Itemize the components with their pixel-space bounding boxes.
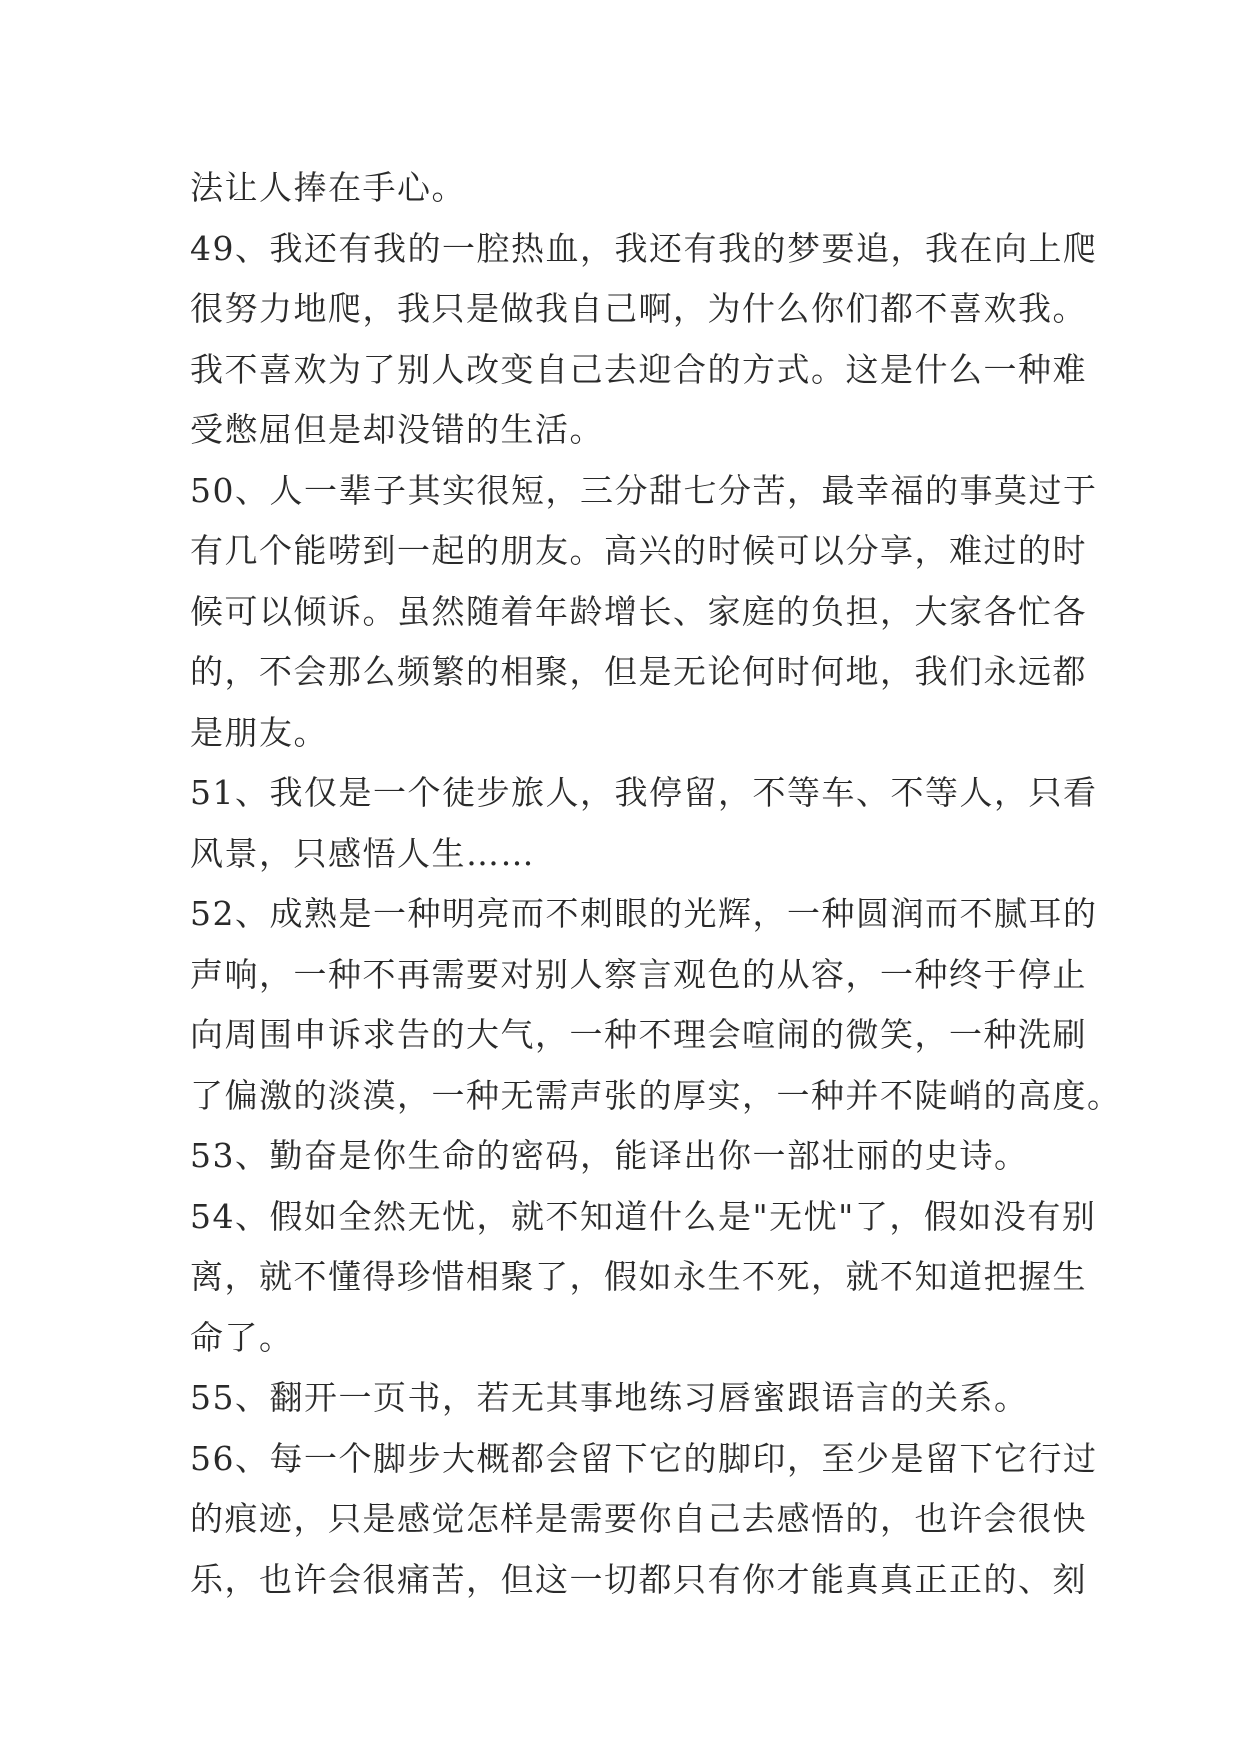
text-line: 向周围申诉求告的大气，一种不理会喧闹的微笑，一种洗刷 xyxy=(190,1015,1087,1054)
text-line: 56、每一个脚步大概都会留下它的脚印，至少是留下它行过 xyxy=(190,1438,1098,1478)
text-line: 52、成熟是一种明亮而不刺眼的光辉，一种圆润而不腻耳的 xyxy=(190,894,1098,933)
text-line: 有几个能唠到一起的朋友。高兴的时候可以分享，难过的时 xyxy=(190,531,1087,570)
text-line: 了偏激的淡漠，一种无需声张的厚实，一种并不陡峭的高度。 xyxy=(190,1075,1122,1115)
text-line: 49、我还有我的一腔热血，我还有我的梦要追，我在向上爬 xyxy=(190,228,1098,268)
text-line: 是朋友。 xyxy=(190,712,328,752)
document-body xyxy=(190,158,1122,1610)
text-line: 50、人一辈子其实很短，三分甜七分苦，最幸福的事莫过于 xyxy=(190,470,1098,510)
text-line: 很努力地爬，我只是做我自己啊，为什么你们都不喜欢我。 xyxy=(190,289,1087,328)
text-line: 离，就不懂得珍惜相聚了，假如永生不死，就不知道把握生 xyxy=(190,1257,1087,1296)
text-line: 53、勤奋是你生命的密码，能译出你一部壮丽的史诗。 xyxy=(190,1136,1029,1175)
text-line: 候可以倾诉。虽然随着年龄增长、家庭的负担，大家各忙各 xyxy=(190,591,1087,631)
text-line: 我不喜欢为了别人改变自己去迎合的方式。这是什么一种难 xyxy=(190,349,1087,389)
text-line: 的痕迹，只是感觉怎样是需要你自己去感悟的，也许会很快 xyxy=(190,1499,1087,1538)
text-line: 法让人捧在手心。 xyxy=(190,168,466,207)
text-line: 54、假如全然无忧，就不知道什么是"无忧"了，假如没有别 xyxy=(190,1196,1097,1236)
text-line: 55、翻开一页书，若无其事地练习唇蜜跟语言的关系。 xyxy=(190,1378,1029,1417)
text-line: 风景，只感悟人生…… xyxy=(190,833,535,873)
text-line: 51、我仅是一个徒步旅人，我停留，不等车、不等人，只看 xyxy=(190,773,1098,812)
text-line: 命了。 xyxy=(190,1317,294,1357)
text-line: 乐，也许会很痛苦，但这一切都只有你才能真真正正的、刻 xyxy=(190,1559,1087,1599)
text-line: 受憋屈但是却没错的生活。 xyxy=(190,410,604,449)
text-line: 声响，一种不再需要对别人察言观色的从容，一种终于停止 xyxy=(190,954,1087,994)
text-line: 的，不会那么频繁的相聚，但是无论何时何地，我们永远都 xyxy=(190,652,1087,691)
